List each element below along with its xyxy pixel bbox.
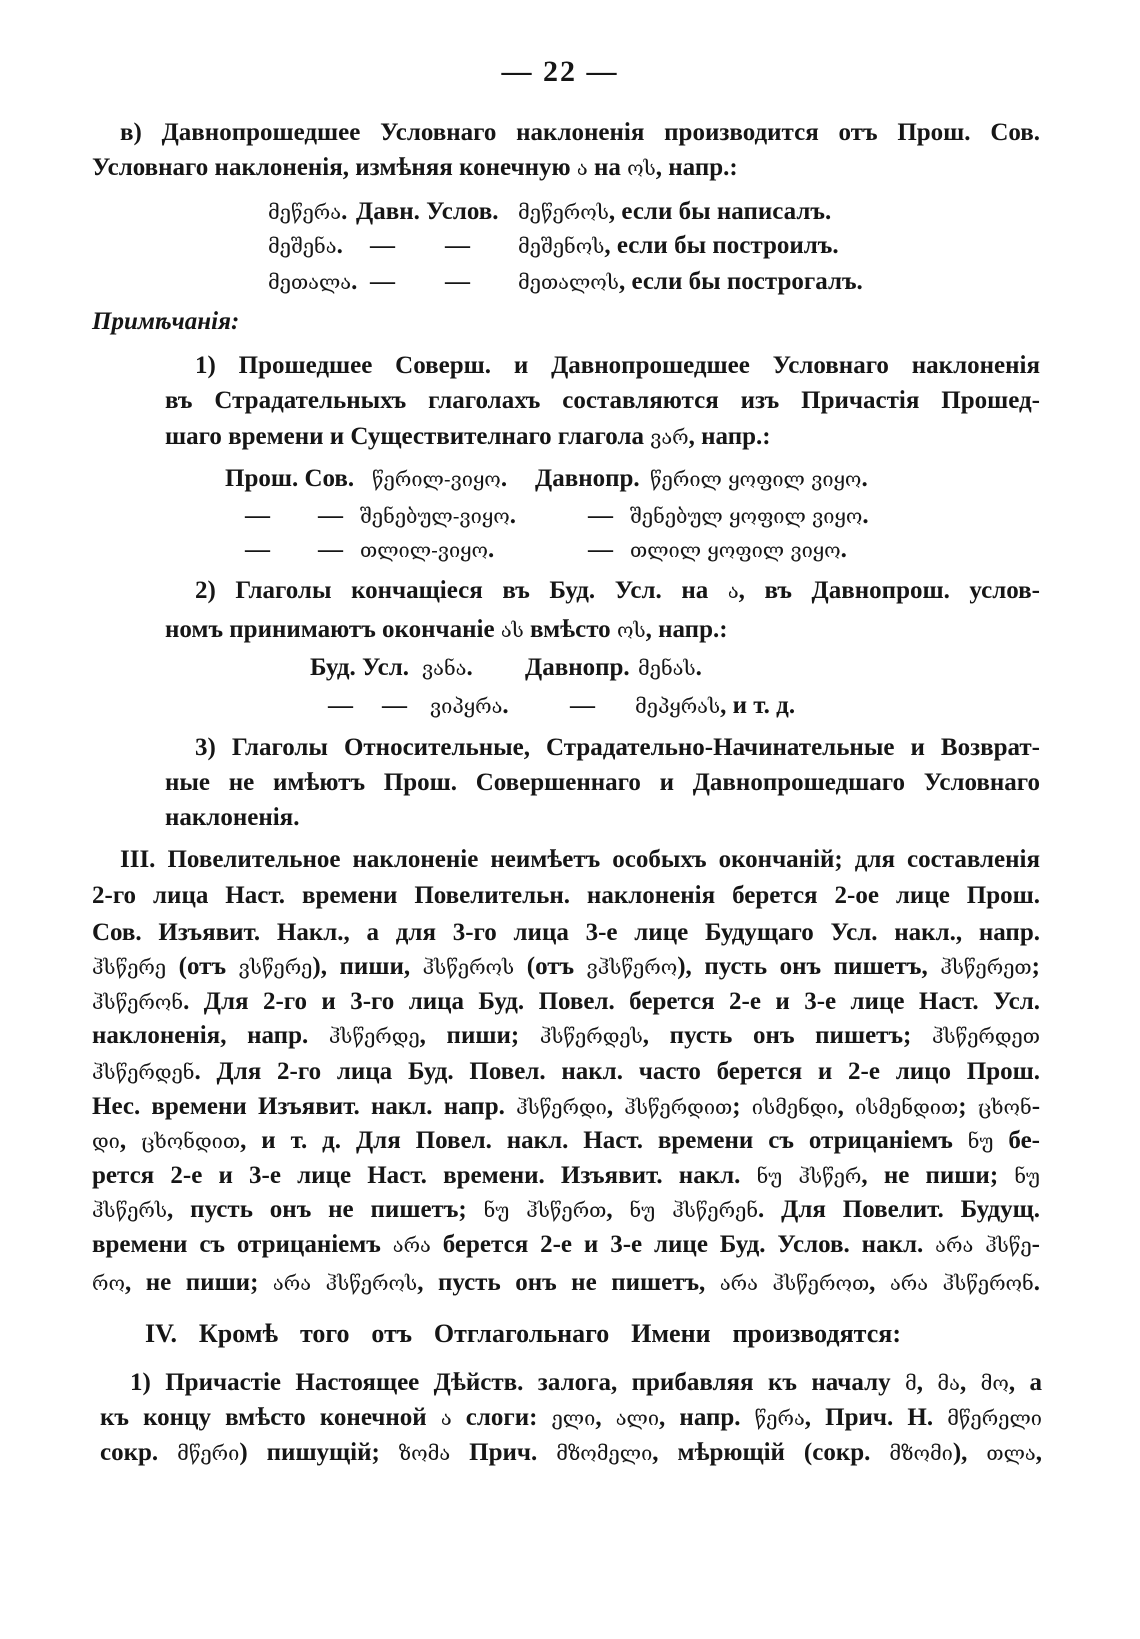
georgian-word: ნუ ჰსწერთ [483, 1198, 607, 1222]
ditto-dash: — [370, 232, 395, 259]
example-form: შენებულ-ვიყო. [360, 502, 516, 529]
note-line: въ Страдательныхъ глаголахъ составляются изъ Причастія Прошед- [165, 387, 1040, 414]
section-v-line: Условнаго наклоненія, измѣняя конечную ა на ოს, напр.: [92, 154, 738, 181]
georgian-word: მზომი [889, 1441, 953, 1465]
georgian-word: ოს [627, 156, 656, 180]
ditto-dash: — [588, 502, 613, 529]
georgian-word: ელი [551, 1406, 596, 1430]
example-row [0, 229, 1140, 263]
section-iv-line: 1) Причастіе Настоящее Дѣйств. залога, прибавляя къ началу მ, მა, მო, а [130, 1369, 1043, 1396]
georgian-word: ა [576, 156, 588, 180]
georgian-word: მა [937, 1371, 960, 1395]
section-iii-line: времени съ отрицаніемъ არა берется 2-е и 3-е лице Буд. Услов. накл. არა ჰსწე- [92, 1231, 1040, 1258]
section-iii-line: Нес. времени Изъявит. накл. напр. ჰსწერდი, ჰსწერდით; ისმენდი, ისმენდით; ცხონ- [92, 1093, 1041, 1120]
georgian-word: მეშენოს [518, 234, 605, 258]
georgian-word: მენას [638, 656, 696, 680]
example-word: მეშენა. [268, 232, 343, 259]
example-form: წერილ-ვიყო. [372, 465, 508, 492]
georgian-word: მეთალა [268, 270, 352, 294]
note-line: 2) Глаголы кончащіеся въ Буд. Усл. на ა, въ Давнопрош. услов- [195, 577, 1040, 604]
example-row [0, 462, 1140, 496]
georgian-word: ნუ [1014, 1164, 1040, 1188]
section-iii-line: III. Повелительное наклоненіе неимѣетъ особыхъ окончаній; для составленія [120, 846, 1040, 873]
notes-heading: Примѣчанія: [92, 308, 240, 335]
page-number: — 22 — [501, 55, 619, 88]
section-iv-line: къ концу вмѣсто конечной ა слоги: ელი, ალი, напр. წერა, Прич. Н. მწერელი [100, 1404, 1042, 1431]
georgian-word: არა [392, 1233, 431, 1257]
georgian-word: ნუ ჰსწერენ [629, 1198, 759, 1222]
example-form: თლილ ყოფილ ვიყო. [630, 536, 847, 563]
section-iii-line: 2-го лица Наст. времени Повелительн. наклоненія берется 2-ое лице Прош. [92, 882, 1040, 909]
georgian-word: ჰსწერდეს [539, 1024, 643, 1048]
georgian-word: ჰსწერდეთ [931, 1024, 1040, 1048]
georgian-word: არა ჰსწეროთ [719, 1271, 870, 1295]
georgian-word: მ [905, 1371, 917, 1395]
georgian-word: მეთალოს [518, 270, 619, 294]
georgian-word: არა ჰსწეროს [272, 1271, 418, 1295]
section-iii-line: наклоненія, напр. ჰსწერდე, пиши; ჰსწერდეს, пусть онъ пишетъ; ჰსწერდეთ [92, 1022, 1040, 1049]
georgian-word: ჰსწერდე [328, 1024, 420, 1048]
example-form: მეთალოს, если бы построгалъ. [518, 268, 863, 295]
example-row [0, 195, 1140, 229]
note-line: 1) Прошедшее Соверш. и Давнопрошедшее Условнаго наклоненія [195, 352, 1040, 379]
georgian-word: ა [440, 1406, 452, 1430]
georgian-word: ჰსწერდი [516, 1095, 607, 1119]
georgian-word: ას [500, 618, 524, 642]
georgian-word: მო [980, 1371, 1009, 1395]
georgian-word: ნუ [967, 1129, 994, 1153]
ditto-dash: — [445, 232, 470, 259]
section-iii-line: рется 2-е и 3-е лице Наст. времени. Изъявит. накл. ნუ ჰსწერ, не пиши; ნუ [92, 1162, 1040, 1189]
georgian-word: ვიპყრა [430, 694, 503, 718]
example-label: Прош. Сов. [225, 465, 355, 492]
ditto-dash: — [245, 536, 270, 563]
georgian-word: ჰსწერდენ [92, 1060, 195, 1084]
ditto-dash: — [588, 536, 613, 563]
georgian-word: მეწეროს [518, 200, 609, 224]
georgian-word: ისმენდით [855, 1095, 959, 1119]
ditto-dash: — [318, 536, 343, 563]
georgian-word: მეწერა [268, 200, 342, 224]
ditto-dash: — [570, 692, 595, 719]
example-form: ვიპყრა. [430, 692, 509, 719]
example-label: Давнопр. [525, 654, 630, 681]
section-iii-line: ჰსწერონ. Для 2-го и 3-го лица Буд. Повел. берется 2-е и 3-е лице Наст. Усл. [92, 988, 1040, 1015]
example-word: მეთალა. [268, 268, 358, 295]
georgian-word: არა ჰსწერონ [889, 1271, 1034, 1295]
georgian-word: წერილ ყოფილ ვიყო [650, 467, 862, 491]
georgian-word: მწერი [177, 1441, 240, 1465]
note-line: 3) Глаголы Относительные, Страдательно-Начинательные и Возврат- [195, 734, 1040, 761]
section-iii-line: ჰსწერდენ. Для 2-го лица Буд. Повел. накл. часто берется и 2-е лицо Прош. [92, 1058, 1040, 1085]
georgian-word: მწერელი [947, 1406, 1042, 1430]
georgian-word: ზომა [398, 1441, 451, 1465]
example-label: Давн. Услов. [356, 198, 499, 225]
ditto-dash: — [245, 502, 270, 529]
example-row [0, 499, 1140, 533]
georgian-word: ოს [616, 618, 646, 642]
georgian-word: შენებულ-ვიყო [360, 504, 510, 528]
note-line: шаго времени и Существителнаго глагола ვარ, напр.: [165, 423, 771, 450]
example-word: მეწერა. [268, 198, 348, 225]
section-iv-heading: IV. Кромѣ того отъ Отглагольнаго Имени производятся: [145, 1319, 901, 1348]
georgian-word: ვსწერე [238, 955, 313, 979]
georgian-word: თლილ-ვიყო [360, 538, 489, 562]
example-row [0, 265, 1140, 299]
section-iii-line: რო, не пиши; არა ჰსწეროს, пусть онъ не пишетъ, არა ჰსწეროთ, არა ჰსწერონ. [92, 1269, 1041, 1296]
georgian-word: ვარ [650, 425, 689, 449]
georgian-word: ვჰსწერო [586, 955, 678, 979]
georgian-word: მეშენა [268, 234, 337, 258]
ditto-dash: — [382, 692, 407, 719]
georgian-word: წერა [754, 1406, 805, 1430]
example-form: მეპყრას, и т. д. [635, 692, 796, 719]
example-form: შენებულ ყოფილ ვიყო. [630, 502, 869, 529]
georgian-word: ცხონ [977, 1095, 1032, 1119]
section-v-line: в) Давнопрошедшее Условнаго наклоненія производится отъ Прош. Сов. [120, 119, 1040, 146]
section-iii-line: ჰსწერს, пусть онъ не пишетъ; ნუ ჰსწერთ, ნუ ჰსწერენ. Для Повелит. Будущ. [92, 1196, 1041, 1223]
example-label: Давнопр. [535, 465, 640, 492]
ditto-dash: — [328, 692, 353, 719]
example-form: თლილ-ვიყო. [360, 536, 495, 563]
georgian-word: შენებულ ყოფილ ვიყო [630, 504, 863, 528]
ditto-dash: — [318, 502, 343, 529]
example-label: Буд. Усл. [310, 654, 409, 681]
ditto-dash: — [370, 268, 395, 295]
georgian-word: ვანა [422, 656, 467, 680]
ditto-dash: — [445, 268, 470, 295]
example-form: მეწეროს, если бы написалъ. [518, 198, 832, 225]
georgian-word: ცხონდით [141, 1129, 241, 1153]
georgian-word: ჰსწერე [92, 955, 167, 979]
section-iv-line: сокр. მწერი) пишущій; ზომა Прич. მზომელი, мѣрющій (сокр. მზომი), თლა, [100, 1439, 1042, 1466]
example-form: წერილ ყოფილ ვიყო. [650, 465, 868, 492]
section-iii-line: Сов. Изъявит. Накл., а для 3-го лица 3-е лице Будущаго Усл. накл., напр. [92, 919, 1040, 946]
georgian-word: წერილ-ვიყო [372, 467, 501, 491]
georgian-word: ალი [615, 1406, 660, 1430]
example-form: მენას. [638, 654, 702, 681]
georgian-word: მეპყრას [635, 694, 721, 718]
georgian-word: ჰსწეროს [422, 955, 515, 979]
georgian-word: ჰსწერდით [624, 1095, 733, 1119]
example-row [0, 651, 1140, 685]
note-line: наклоненія. [165, 804, 300, 831]
section-iii-line: ჰსწერე (отъ ვსწერე), пиши, ჰსწეროს (отъ ვჰსწერო), пусть онъ пишетъ, ჰსწერეთ; [92, 953, 1040, 980]
example-row [0, 533, 1140, 567]
georgian-word: თლა [986, 1441, 1036, 1465]
note-line: номъ принимаютъ окончаніе ას вмѣсто ოს, напр.: [165, 616, 728, 643]
georgian-word: რო [92, 1271, 125, 1295]
georgian-word: ჰსწერონ [92, 990, 184, 1014]
georgian-word: ისმენდი [751, 1095, 838, 1119]
note-line: ные не имѣютъ Прош. Совершеннаго и Давнопрошедшаго Условнаго [165, 769, 1040, 796]
georgian-word: თლილ ყოფილ ვიყო [630, 538, 841, 562]
example-form: მეშენოს, если бы построилъ. [518, 232, 839, 259]
georgian-word: არა ჰსწე [935, 1233, 1032, 1257]
georgian-word: დი [92, 1129, 120, 1153]
georgian-word: ნუ ჰსწერ [756, 1164, 862, 1188]
example-row [0, 689, 1140, 723]
section-iii-line: დი, ცხონდით, и т. д. Для Повел. накл. Наст. времени съ отрицаніемъ ნუ бе- [92, 1127, 1040, 1154]
example-form: ვანა. [422, 654, 473, 681]
georgian-word: ჰსწერს [92, 1198, 168, 1222]
georgian-word: მზომელი [556, 1441, 653, 1465]
georgian-word: ჰსწერეთ [940, 955, 1032, 979]
georgian-word: ა [727, 579, 739, 603]
